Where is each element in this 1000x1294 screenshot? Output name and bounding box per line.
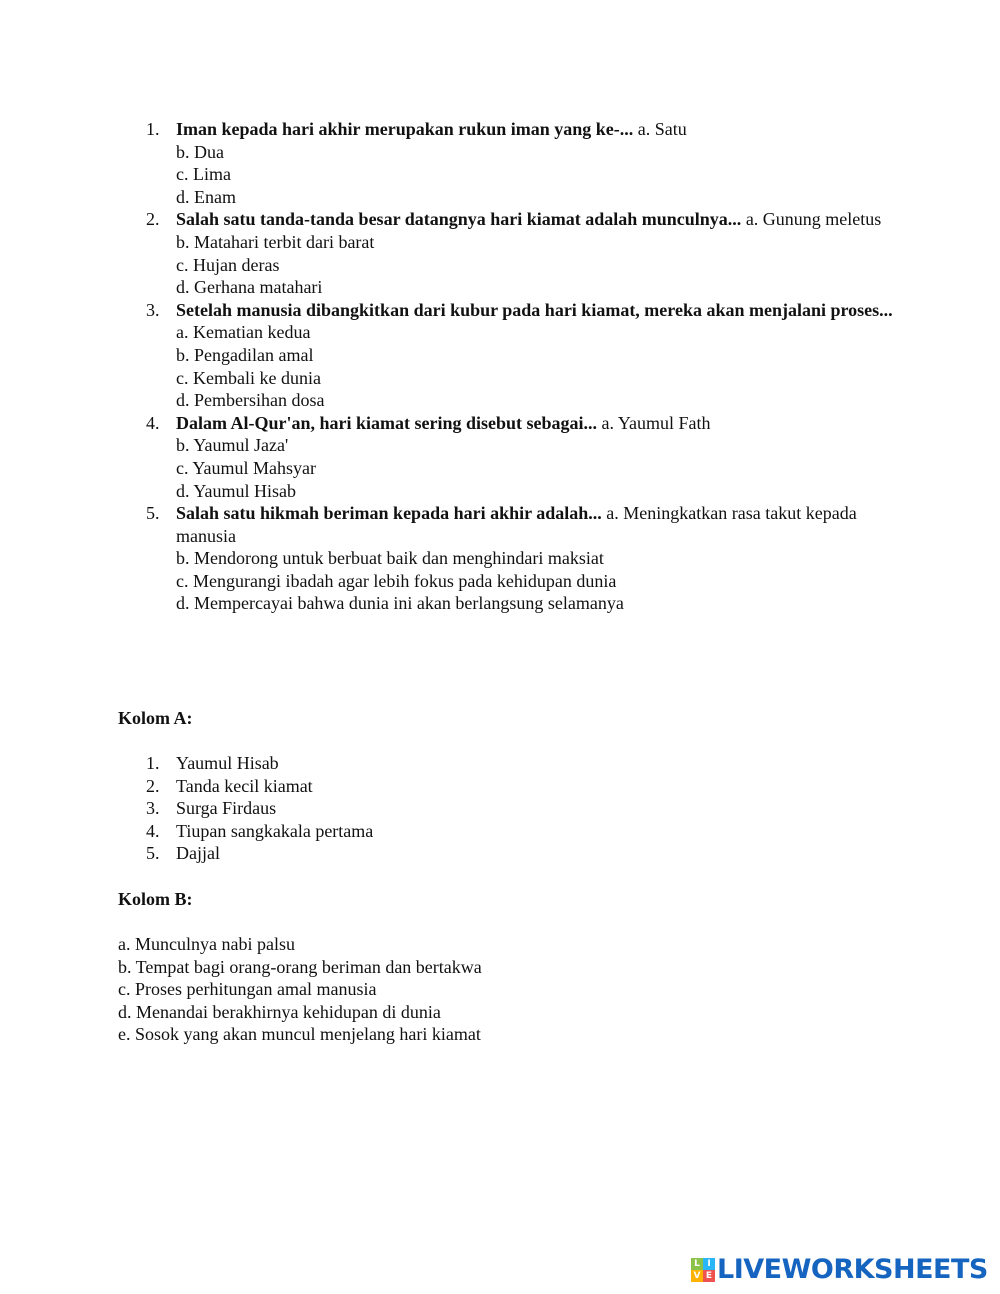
logo-tile: L [691,1258,703,1270]
option-c: c. Kembali ke dunia [176,367,321,388]
option-d: d. Mempercayai bahwa dunia ini akan berlangsung selamanya [176,593,624,614]
question-item [118,412,898,502]
question-item [118,208,898,298]
item-text: Dajjal [176,843,220,864]
option-b: b. Matahari terbit dari barat [176,231,375,252]
option-a: a. Meningkatkan rasa takut kepada manusia [176,503,857,546]
logo-tile: E [703,1270,715,1282]
list-item [118,842,618,865]
list-item: d. Menandai berakhirnya kehidupan di dunia [118,1001,441,1022]
item-text: Tiupan sangkakala pertama [176,820,374,841]
logo-tile: V [691,1270,703,1282]
question-number: 2. [146,209,160,230]
question-number: 5. [146,503,160,524]
item-text: Yaumul Hisab [176,753,279,773]
question-item [118,502,898,615]
question-text: Salah satu hikmah beriman kepada hari akhir adalah... [176,503,602,524]
option-d: d. Yaumul Hisab [176,480,297,501]
item-number: 1. [146,753,160,773]
item-number: 2. [146,775,160,796]
list-item: c. Proses perhitungan amal manusia [118,979,377,1000]
list-item: e. Sosok yang akan muncul menjelang hari kiamat [118,1024,481,1045]
option-c: c. Lima [176,164,231,185]
question-text: Dalam Al-Qur'an, hari kiamat sering disebut sebagai... [176,412,598,433]
option-b: b. Pengadilan amal [176,344,314,365]
question-text: Salah satu tanda-tanda besar datangnya hari kiamat adalah munculnya... [176,209,742,230]
option-a: a. Gunung meletus [745,209,882,230]
option-b: b. Mendorong untuk berbuat baik dan menghindari maksiat [176,548,604,569]
question-number: 1. [146,119,160,139]
option-c: c. Hujan deras [176,254,280,275]
item-text: Tanda kecil kiamat [176,775,313,796]
item-number: 3. [146,798,160,819]
list-item [118,775,618,798]
kolom-b-list [118,933,718,1046]
kolom-a-list [118,752,618,865]
option-b: b. Dua [176,141,224,162]
item-number: 4. [146,820,160,841]
question-text: Iman kepada hari akhir merupakan rukun iman yang ke-... [176,119,634,139]
kolom-b-heading: Kolom B: [118,889,193,909]
item-number: 5. [146,843,160,864]
kolom-a-heading: Kolom A: [118,708,193,728]
option-d: d. Gerhana matahari [176,277,323,298]
option-a: a. Kematian kedua [176,322,311,343]
question-number: 3. [146,299,160,320]
list-item [118,820,618,843]
option-a: a. Satu [637,119,687,139]
item-text: Surga Firdaus [176,798,277,819]
option-d: d. Enam [176,186,236,207]
question-item [118,118,898,208]
logo-text: LIVEWORKSHEETS [717,1254,988,1285]
list-item [118,797,618,820]
option-a: a. Yaumul Fath [601,412,711,433]
logo-tile: I [703,1258,715,1270]
question-list [118,118,898,615]
option-b: b. Yaumul Jaza' [176,435,289,456]
option-c: c. Yaumul Mahsyar [176,457,316,478]
option-c: c. Mengurangi ibadah agar lebih fokus pada kehidupan dunia [176,570,617,591]
question-number: 4. [146,412,160,433]
liveworksheets-logo [691,1254,988,1286]
list-item: b. Tempat bagi orang-orang beriman dan bertakwa [118,956,482,977]
option-d: d. Pembersihan dosa [176,390,325,411]
question-item [118,299,898,412]
liveworksheets-logo-icon [691,1258,715,1282]
list-item: a. Munculnya nabi palsu [118,934,295,954]
list-item [118,752,618,775]
question-text: Setelah manusia dibangkitkan dari kubur pada hari kiamat, mereka akan menjalani proses... [176,299,893,320]
